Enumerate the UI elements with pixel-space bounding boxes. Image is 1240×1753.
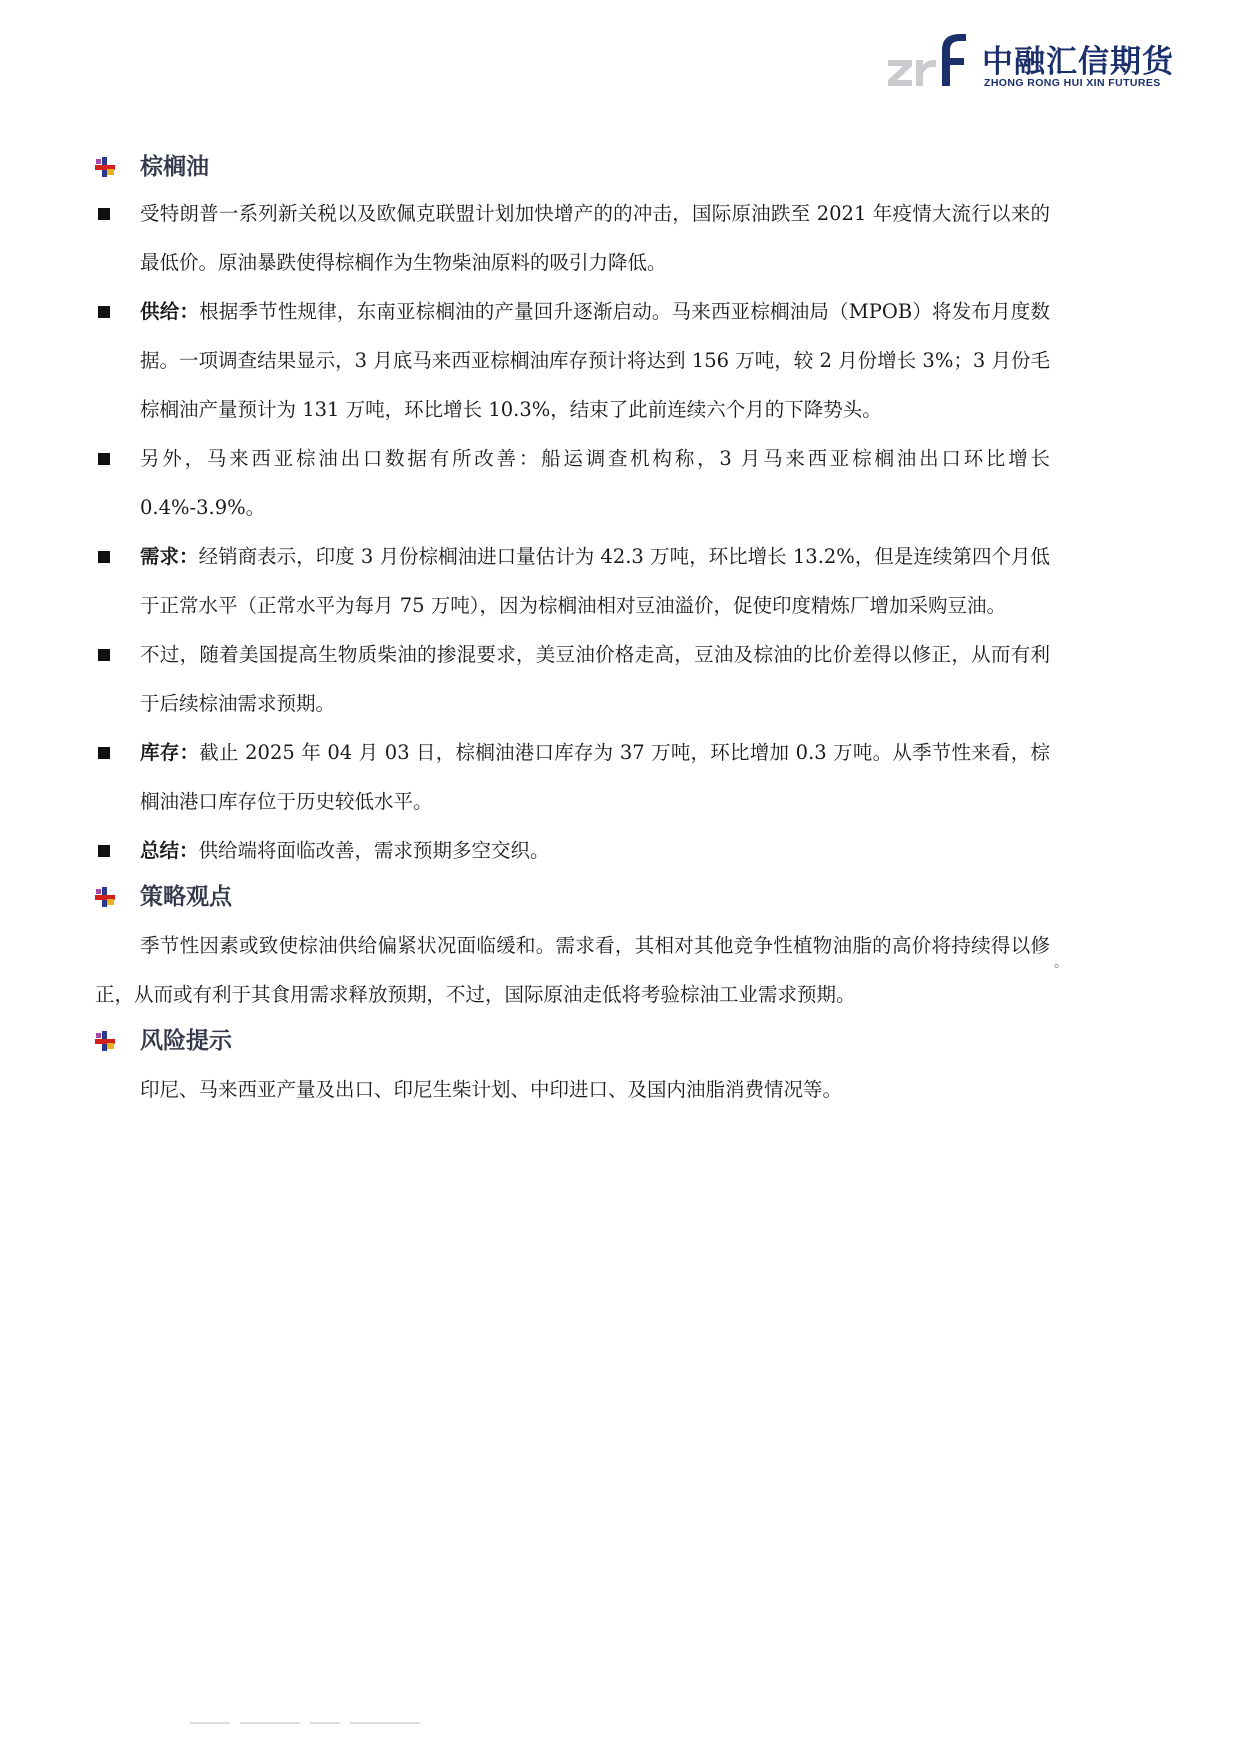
section-heading-risk [95,1019,1050,1063]
logo-chinese-name: 中融汇信期货 [982,44,1174,80]
section-bullet-icon [95,887,115,907]
zrf-logo-mark [884,30,980,94]
bullet-label: 总结： [140,839,199,862]
bullet-label: 库存： [140,741,200,764]
bullet-summary [95,826,1050,875]
bullet-text: 经销商表示，印度 3 月份棕榈油进口量估计为 42.3 万吨，环比增长 13.2%，但是连续第四个月低于正常水平（正常水平为每月 75 万吨），因为棕榈油相对豆油溢价，促使印度精炼厂增加采购豆油。 [140,545,1050,617]
bullet-demand [95,532,1050,630]
bullet-soyoil [95,630,1050,728]
bullet-crude-oil [95,189,1050,287]
section-title: 风险提示 [140,1028,232,1054]
square-bullet-icon [98,306,110,318]
square-bullet-icon [98,845,110,857]
footer-faint-marks [190,1722,490,1726]
strategy-paragraph: 季节性因素或致使棕油供给偏紧状况面临缓和。需求看，其相对其他竞争性植物油脂的高价将持续得以修正，从而或有利于其食用需求释放预期，不过，国际原油走低将考验棕油工业需求预期。 [95,934,1050,1006]
company-logo [884,30,1174,94]
bullet-text: 不过，随着美国提高生物质柴油的掺混要求，美豆油价格走高，豆油及棕油的比价差得以修正，从而有利于后续棕油需求预期。 [140,643,1050,715]
section-bullet-icon [95,157,115,177]
bullet-text: 截止 2025 年 04 月 03 日，棕榈油港口库存为 37 万吨，环比增加 0.3 万吨。从季节性来看，棕榈油港口库存位于历史较低水平。 [140,741,1050,813]
bullet-text: 根据季节性规律，东南亚棕榈油的产量回升逐渐启动。马来西亚棕榈油局（MPOB）将发布月度数据。一项调查结果显示，3 月底马来西亚棕榈油库存预计将达到 156 万吨，较 2 月份增长 3%；3 月份毛棕榈油产量预计为 131 万吨，环比增长 10.3%，结束了此前连续六个月的下降势头。 [140,300,1050,421]
square-bullet-icon [98,208,110,220]
section-heading-strategy [95,875,1050,919]
bullet-label: 供给： [140,300,200,323]
report-body [95,145,1050,1114]
bullet-text: 受特朗普一系列新关税以及欧佩克联盟计划加快增产的的冲击，国际原油跌至 2021 年疫情大流行以来的最低价。原油暴跌使得棕榈作为生物柴油原料的吸引力降低。 [140,202,1050,274]
section-heading-palm-oil [95,145,1050,189]
section-title: 棕榈油 [140,154,209,180]
logo-english-name: ZHONG RONG HUI XIN FUTURES [984,77,1161,89]
bullet-inventory [95,728,1050,826]
bullet-supply [95,287,1050,434]
square-bullet-icon [98,649,110,661]
square-bullet-icon [98,551,110,563]
bullet-exports [95,434,1050,532]
risk-paragraph: 印尼、马来西亚产量及出口、印尼生柴计划、中印进口、及国内油脂消费情况等。 [140,1078,843,1101]
bullet-text: 供给端将面临改善，需求预期多空交织。 [198,839,550,862]
section-title: 策略观点 [140,884,232,910]
section-bullet-icon [95,1031,115,1051]
bullet-text: 另外，马来西亚棕油出口数据有所改善：船运调查机构称，3 月马来西亚棕榈油出口环比增长 0.4%-3.9%。 [140,447,1050,519]
square-bullet-icon [98,747,110,759]
bullet-label: 需求： [140,545,199,568]
square-bullet-icon [98,453,110,465]
stray-mark: 。 [1054,955,1068,971]
